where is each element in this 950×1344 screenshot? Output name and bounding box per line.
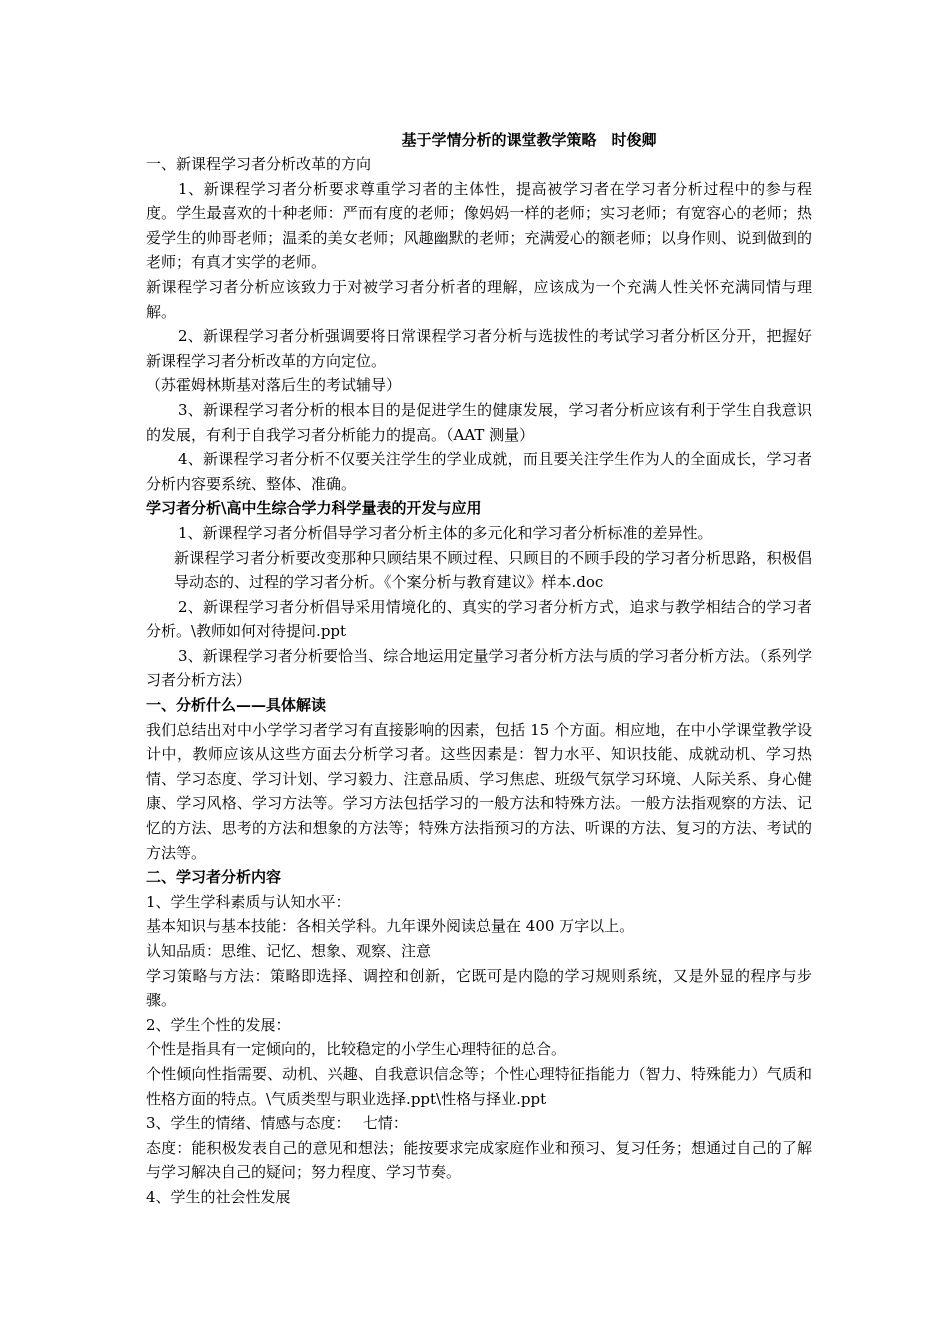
paragraph: 3、新课程学习者分析的根本目的是促进学生的健康发展，学习者分析应该有利于学生自我意识的发展，有利于自我学习者分析能力的提高。（AAT 测量） [146,400,812,444]
paragraph: 4、学生的社会性发展 [146,1187,291,1206]
document-title: 基于学情分析的课堂教学策略 时俊卿 [401,131,657,149]
section-heading: 学习者分析\高中生综合学力科学量表的开发与应用 [146,499,482,518]
section-heading: 一、分析什么——具体解读 [146,696,327,715]
paragraph: 2、新课程学习者分析倡导采用情境化的、真实的学习者分析方式，追求与教学相结合的学习者分析。\教师如何对待提问.ppt [146,597,812,641]
paragraph: 基本知识与基本技能：各相关学科。九年课外阅读总量在 400 万字以上。 [146,917,635,936]
paragraph: 态度：能积极发表自己的意见和想法；能按要求完成家庭作业和预习、复习任务；想通过自己的了解与学习解决自己的疑问；努力程度、学习节奏。 [146,1138,812,1182]
paragraph: 1、新课程学习者分析要求尊重学习者的主体性，提高被学习者在学习者分析过程中的参与程度。学生最喜欢的十种老师：严而有度的老师；像妈妈一样的老师；实习老师；有宽容心的老师；热爱学生的帅哥老师；温柔的美女老师；风趣幽默的老师；充满爱心的额老师；以身作则、说到做到的老师；有真才实学的老师。 [146,179,812,272]
paragraph: 认知品质：思维、记忆、想象、观察、注意 [146,942,432,960]
paragraph: 2、学生个性的发展： [146,1015,291,1034]
paragraph: 我们总结出对中小学学习者学习有直接影响的因素，包括 15 个方面。相应地，在中小学课堂教学设计中，教师应该从这些方面去分析学习者。这些因素是：智力水平、知识技能、成就动机、学习热情、学习态度、学习计划、学习毅力、注意品质、学习焦虑、班级气氛学习环境、人际关系、身心健康、学习风格、学习方法等。学习方法包括学习的一般方法和特殊方法。一般方法指观察的方法、记忆的方法、思考的方法和想象的方法等；特殊方法指预习的方法、听课的方法、复习的方法、考试的方法等。 [146,720,812,862]
paragraph: 新课程学习者分析应该致力于对被学习者分析者的理解，应该成为一个充满人性关怀充满同情与理解。 [146,277,812,321]
paragraph: 3、学生的情绪、情感与态度： 七情： [146,1114,408,1133]
paragraph: 4、新课程学习者分析不仅要关注学生的学业成就，而且要关注学生作为人的全面成长，学习者分析内容要系统、整体、准确。 [146,450,812,493]
paragraph: （苏霍姆林斯基对落后生的考试辅导） [146,376,402,395]
paragraph: 学习策略与方法：策略即选择、调控和创新，它既可是内隐的学习规则系统，又是外显的程序与步骤。 [146,966,812,1010]
paragraph: 1、新课程学习者分析倡导学习者分析主体的多元化和学习者分析标准的差异性。 [178,523,713,542]
section-heading: 二、学习者分析内容 [146,868,282,887]
paragraph: 新课程学习者分析要改变那种只顾结果不顾过程、只顾目的不顾手段的学习者分析思路，积极倡导动态的、过程的学习者分析。《个案分析与教育建议》样本.doc [174,548,812,592]
paragraph: 2、新课程学习者分析强调要将日常课程学习者分析与选拔性的考试学习者分析区分开，把握好新课程学习者分析改革的方向定位。 [146,327,812,370]
paragraph: 个性是指具有一定倾向的，比较稳定的小学生心理特征的总合。 [146,1040,567,1059]
section-heading: 一、新课程学习者分析改革的方向 [146,155,372,173]
paragraph: 3、新课程学习者分析要恰当、综合地运用定量学习者分析方法与质的学习者分析方法。（系列学习者分析方法） [146,646,812,690]
paragraph: 个性倾向性指需要、动机、兴趣、自我意识信念等；个性心理特征指能力（智力、特殊能力）气质和性格方面的特点。\气质类型与职业选择.ppt\性格与择业.ppt [146,1064,812,1108]
paragraph: 1、学生学科素质与认知水平： [146,892,351,911]
document-body [146,128,812,1210]
